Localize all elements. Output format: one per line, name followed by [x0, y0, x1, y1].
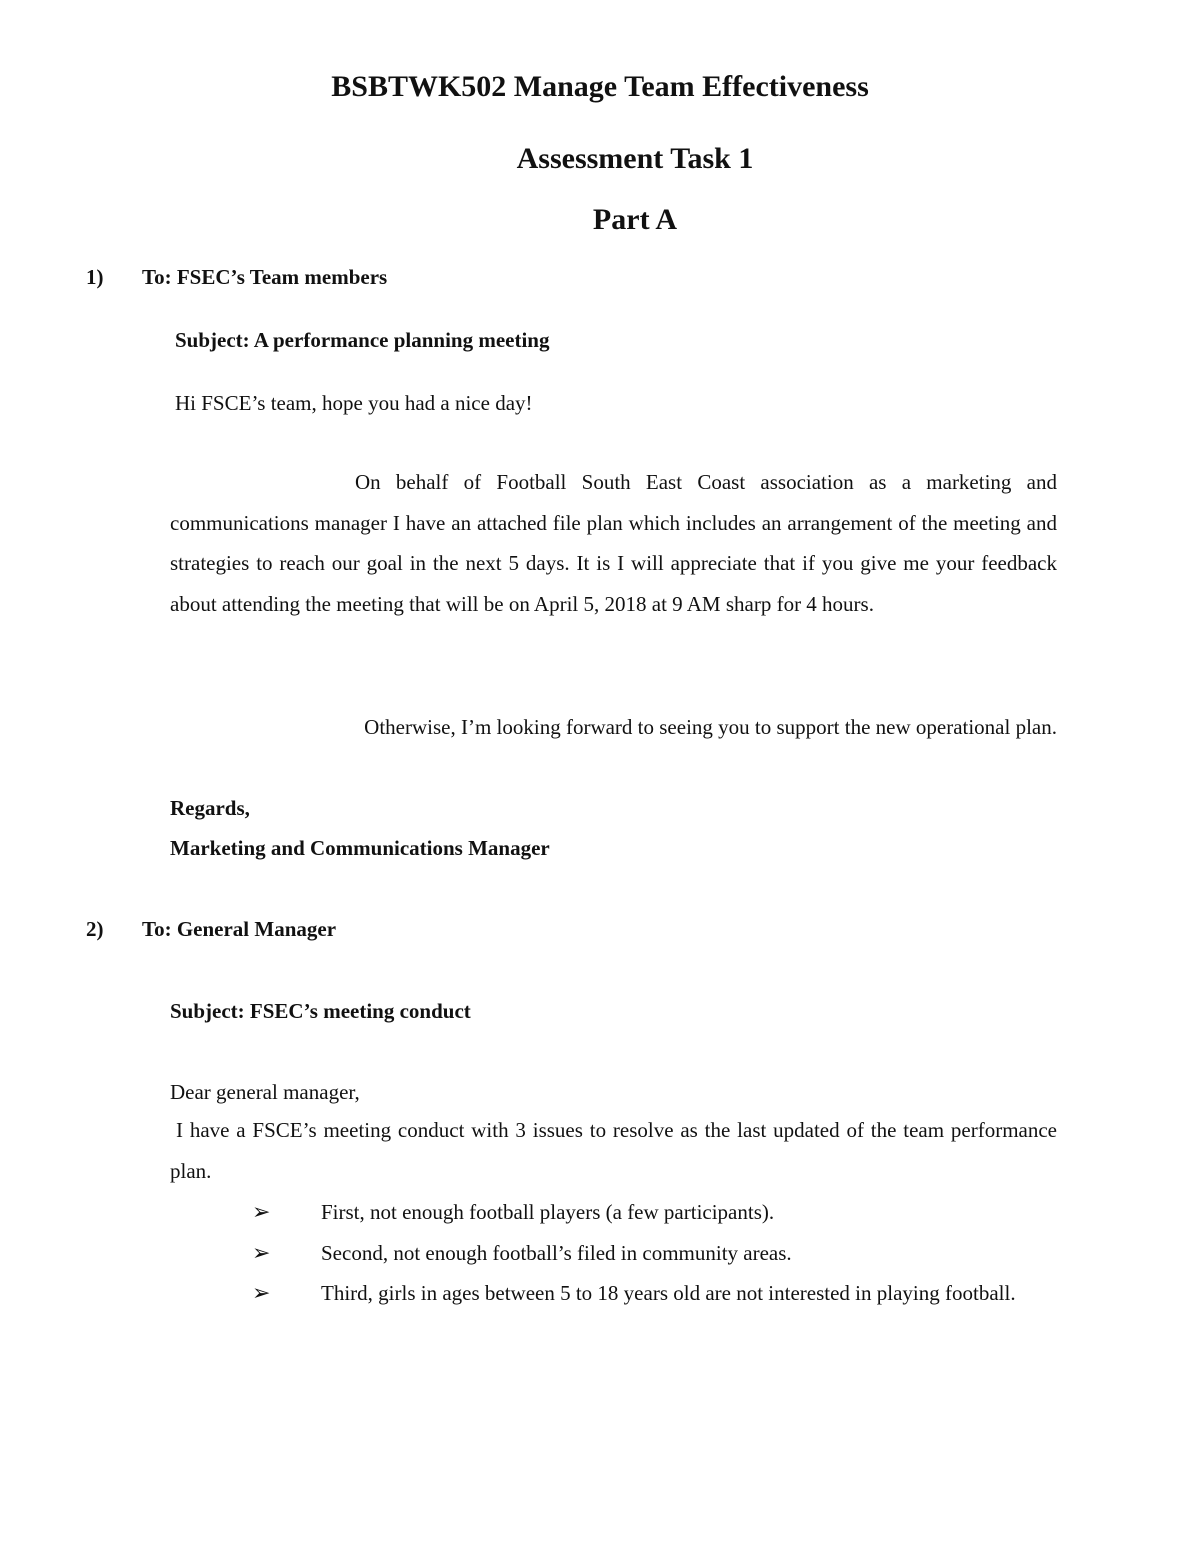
bullet-item-1: First, not enough football players (a few participants).	[321, 1200, 775, 1224]
section-1-closing-line: Otherwise, I’m looking forward to seeing you to support the new operational plan.	[364, 715, 1057, 739]
document-title: BSBTWK502 Manage Team Effectiveness	[331, 70, 869, 103]
section-1-greeting: Hi FSCE’s team, hope you had a nice day!	[175, 391, 533, 415]
section-2-body-paragraph: I have a FSCE’s meeting conduct with 3 issues to resolve as the last updated of the team performance plan.	[170, 1118, 1057, 1183]
section-1-signature: Marketing and Communications Manager	[170, 836, 550, 860]
bullet-arrow-icon: ➢	[252, 1280, 271, 1305]
bullet-item-3: Third, girls in ages between 5 to 18 years old are not interested in playing football.	[321, 1281, 1016, 1305]
section-1-subject: Subject: A performance planning meeting	[175, 328, 550, 352]
section-2-salutation: Dear general manager,	[170, 1080, 360, 1104]
section-1-number: 1)	[86, 265, 104, 289]
bullet-arrow-icon: ➢	[252, 1199, 271, 1224]
section-1-body-paragraph: On behalf of Football South East Coast association as a marketing and communications manager I have an attached file plan which includes an arrangement of the meeting and strategies to reach our goal in the next 5 days. It is I will appreciate that if you give me your feedback about attending the meeting that will be on April 5, 2018 at 9 AM sharp for 4 hours.	[170, 470, 1057, 617]
section-2-number: 2)	[86, 917, 104, 941]
part-heading: Part A	[592, 203, 678, 236]
bullet-item-2: Second, not enough football’s filed in community areas.	[321, 1241, 792, 1265]
section-2-recipient: To: General Manager	[142, 917, 337, 941]
section-2-subject: Subject: FSEC’s meeting conduct	[170, 999, 471, 1023]
section-1-signoff: Regards,	[170, 796, 250, 820]
bullet-arrow-icon: ➢	[252, 1240, 271, 1265]
assessment-task-heading: Assessment Task 1	[516, 142, 754, 175]
section-1-recipient: To: FSEC’s Team members	[142, 265, 388, 289]
